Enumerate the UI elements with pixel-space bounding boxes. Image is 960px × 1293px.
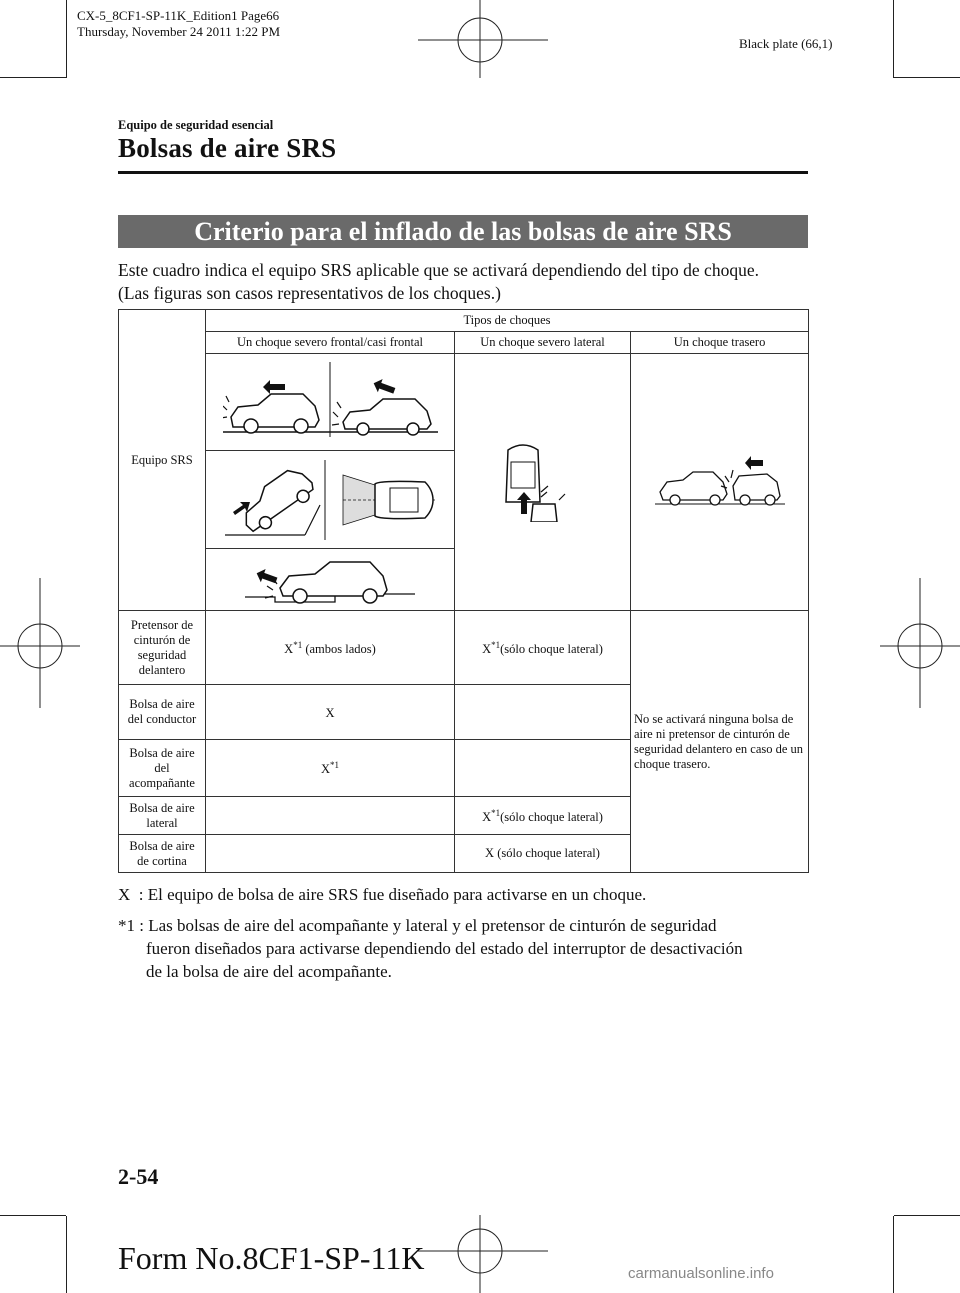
cell-side-frontal — [206, 797, 455, 835]
footnote-star-mark: *1 — [118, 916, 135, 935]
cell-driver-lateral — [455, 685, 631, 740]
cell-seatbelt-lateral: $X^{*1}(sólo$ choque lateral) — [455, 611, 631, 685]
row-label-seatbelt: Pretensor de cinturón de seguridad delantero — [119, 611, 206, 685]
footnote-x-mark: X — [118, 885, 131, 904]
registration-mark-left — [0, 578, 80, 708]
cell-curtain-lateral: X (sólo choque lateral) — [455, 835, 631, 873]
footnote-star — [118, 914, 717, 937]
page-number: 2-54 — [118, 1164, 159, 1189]
cell-seatbelt-frontal: $X^{*1}$ (ambos lados) — [206, 611, 455, 685]
form-number: Form No.8CF1-SP-11K — [118, 1240, 425, 1276]
print-date-line: Thursday, November 24 2011 1:22 PM — [77, 24, 281, 39]
col-header-frontal: Un choque severo frontal/casi frontal — [206, 332, 455, 354]
page-title: Bolsas de aire SRS — [118, 133, 337, 163]
col-header-lateral: Un choque severo lateral — [455, 332, 631, 354]
rear-crash-note: No se activará ninguna bolsa de aire ni pretensor de cinturón de seguridad delantero en caso de un choque trasero. — [631, 611, 809, 873]
plate-label: Black plate (66,1) — [739, 36, 833, 51]
equipo-srs-header: Equipo SRS — [119, 310, 206, 611]
row-label-side-airbag: Bolsa de aire lateral — [119, 797, 206, 835]
footnote-star-line-3: de la bolsa de aire del acompañante. — [146, 962, 392, 981]
srs-inflation-table — [118, 309, 809, 873]
crash-types-header: Tipos de choques — [206, 310, 809, 332]
registration-mark-top — [418, 0, 548, 78]
frontal-crash-figure-1 — [206, 354, 455, 451]
cell-side-lateral: $X^{*1}(sólo$ choque lateral) — [455, 797, 631, 835]
intro-text — [118, 259, 818, 305]
row-label-curtain-airbag: Bolsa de aire de cortina — [119, 835, 206, 873]
lateral-crash-figure — [455, 354, 631, 611]
cell-curtain-frontal — [206, 835, 455, 873]
intro-line-1: Este cuadro indica el equipo SRS aplicable que se activará dependiendo del tipo de choque. — [118, 260, 759, 280]
cell-passenger-frontal: $X^{*1}$ — [206, 740, 455, 797]
rear-crash-figure — [631, 354, 809, 611]
footnote-star-line-1: : Las bolsas de aire del acompañante y lateral y el pretensor de cinturón de seguridad — [139, 916, 717, 935]
footnote-star-line-2: fueron diseñados para activarse dependiendo del estado del interruptor de desactivación — [146, 939, 743, 958]
print-file-line: CX-5_8CF1-SP-11K_Edition1 Page66 — [77, 8, 280, 23]
title-rule — [118, 171, 808, 174]
frontal-crash-figure-3 — [206, 549, 455, 611]
cell-passenger-lateral — [455, 740, 631, 797]
registration-mark-bottom — [418, 1215, 548, 1293]
footnote-x-text: : El equipo de bolsa de aire SRS fue diseñado para activarse en un choque. — [138, 885, 647, 904]
registration-mark-right — [880, 578, 960, 708]
footnote-x — [118, 883, 646, 906]
col-header-rear: Un choque trasero — [631, 332, 809, 354]
cell-driver-frontal: X — [206, 685, 455, 740]
section-label: Equipo de seguridad esencial — [118, 118, 274, 132]
section-banner: Criterio para el inflado de las bolsas de aire SRS — [118, 215, 808, 248]
intro-line-2: (Las figuras son casos representativos de los choques.) — [118, 283, 501, 303]
row-label-driver-airbag: Bolsa de aire del conductor — [119, 685, 206, 740]
row-label-passenger-airbag: Bolsa de aire del acompañante — [119, 740, 206, 797]
frontal-crash-figure-2 — [206, 451, 455, 549]
watermark: carmanualsonline.info — [628, 1265, 774, 1282]
